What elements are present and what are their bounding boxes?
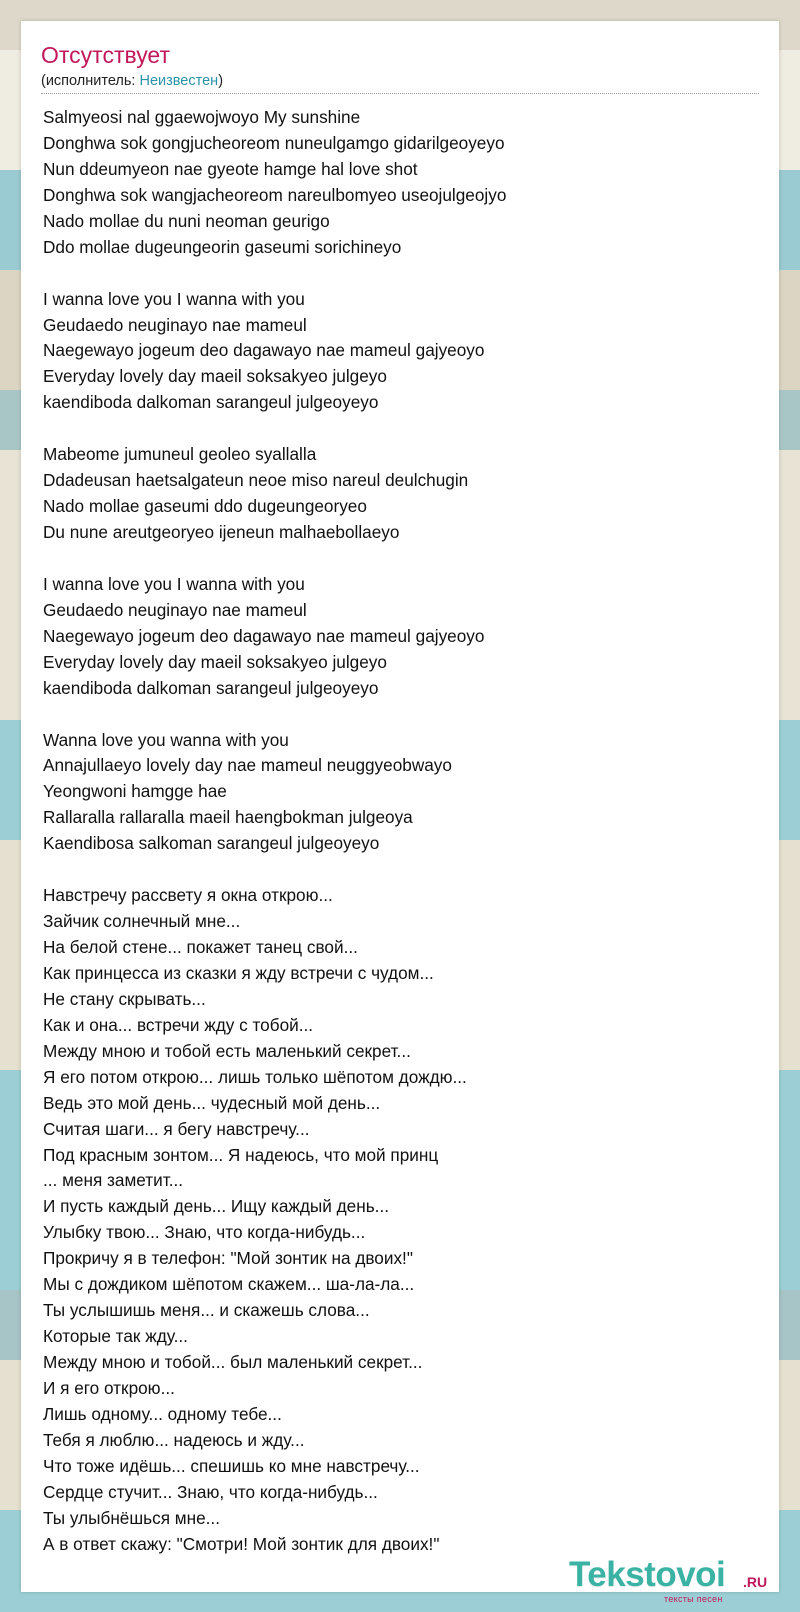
lyric-line: Как принцесса из сказки я жду встречи с чудом...: [43, 962, 434, 983]
artist-line: [41, 73, 223, 89]
lyric-line: Geudaedo neuginayo nae mameul: [43, 599, 307, 620]
lyrics-card: [21, 21, 779, 1604]
lyric-line: И пусть каждый день... Ищу каждый день...: [43, 1196, 390, 1217]
lyric-line: Kaendibosa salkoman sarangeul julgeoyeyo: [43, 833, 380, 854]
lyric-line: Geudaedo neuginayo nae mameul: [43, 314, 307, 335]
lyric-line: Naegewayo jogeum deo dagawayo nae mameul gajyeoyo: [43, 625, 485, 646]
lyric-line: Ты улыбнёшься мне...: [43, 1507, 220, 1528]
lyric-line: Под красным зонтом... Я надеюсь, что мой принц: [43, 1144, 439, 1165]
lyric-line: Прокричу я в телефон: "Мой зонтик на двоих!": [43, 1248, 413, 1269]
lyric-line: [43, 546, 743, 572]
lyrics-text: [43, 105, 743, 1558]
lyric-line: Навстречу рассвету я окна открою...: [43, 885, 333, 906]
lyric-line: Лишь одному... одному тебе...: [43, 1403, 282, 1424]
lyric-line: Улыбку твою... Знаю, что когда-нибудь...: [43, 1222, 366, 1243]
lyric-line: Как и она... встречи жду с тобой...: [43, 1014, 314, 1035]
lyric-line: Мы с дождиком шёпотом скажем... ша-ла-ла...: [43, 1274, 415, 1295]
lyric-line: [43, 857, 743, 883]
lyric-line: Salmyeosi nal ggaewojwoyo My sunshine: [43, 107, 361, 127]
artist-suffix: ): [218, 73, 224, 89]
title-divider: [41, 93, 759, 94]
lyric-line: Donghwa sok wangjacheoreom nareulbomyeo useojulgeojyo: [43, 184, 507, 205]
lyric-line: Ты услышишь меня... и скажешь слова...: [43, 1300, 370, 1321]
lyric-line: Не стану скрывать...: [43, 988, 206, 1009]
lyric-line: Nado mollae du nuni neoman geurigo: [43, 210, 330, 231]
lyric-line: Зайчик солнечный мне...: [43, 911, 241, 932]
logo-tagline: тексты песен: [664, 1594, 723, 1604]
lyric-line: Wanna love you wanna with you: [43, 729, 289, 750]
lyric-line: Между мною и тобой есть маленький секрет...: [43, 1040, 411, 1061]
lyric-line: kaendiboda dalkoman sarangeul julgeoyeyo: [43, 677, 379, 698]
lyric-line: ... меня заметит...: [43, 1170, 184, 1191]
lyric-line: [43, 416, 743, 442]
lyric-line: I wanna love you I wanna with you: [43, 573, 305, 594]
lyric-line: А в ответ скажу: "Смотри! Мой зонтик для двоих!": [43, 1533, 440, 1554]
lyric-line: Ddo mollae dugeungeorin gaseumi sorichineyo: [43, 236, 402, 257]
lyric-line: И я его открою...: [43, 1377, 175, 1398]
lyric-line: Я его потом открою... лишь только шёпотом дождю...: [43, 1066, 467, 1087]
lyric-line: [43, 261, 743, 287]
artist-link[interactable]: Неизвестен: [139, 73, 219, 89]
lyric-line: I wanna love you I wanna with you: [43, 288, 305, 309]
song-title: Отсутствует: [41, 42, 170, 68]
site-logo[interactable]: [569, 1555, 779, 1603]
logo-name: Tekstovoi: [569, 1555, 726, 1594]
lyric-line: Nun ddeumyeon nae gyeote hamge hal love shot: [43, 158, 418, 179]
lyric-line: Rallaralla rallaralla maeil haengbokman julgeoya: [43, 807, 413, 828]
lyric-line: Mabeome jumuneul geoleo syallalla: [43, 444, 317, 465]
logo-tld: .RU: [743, 1574, 768, 1590]
lyric-line: Nado mollae gaseumi ddo dugeungeoryeo: [43, 496, 367, 517]
lyric-line: Everyday lovely day maeil soksakyeo julgeyo: [43, 366, 387, 387]
lyric-line: На белой стене... покажет танец свой...: [43, 937, 358, 957]
lyric-line: Du nune areutgeoryeo ijeneun malhaebollaeyo: [43, 522, 400, 542]
lyric-line: Сердце стучит... Знаю, что когда-нибудь...: [43, 1481, 378, 1502]
lyric-line: Что тоже идёшь... спешишь ко мне навстречу...: [43, 1455, 420, 1476]
lyric-line: Donghwa sok gongjucheoreom nuneulgamgo gidarilgeoyeyo: [43, 132, 505, 153]
lyric-line: Между мною и тобой... был маленький секрет...: [43, 1352, 423, 1372]
lyric-line: Ddadeusan haetsalgateun neoe miso nareul deulchugin: [43, 470, 469, 491]
lyric-line: kaendiboda dalkoman sarangeul julgeoyeyo: [43, 392, 379, 413]
lyric-line: Которые так жду...: [43, 1326, 188, 1347]
lyric-line: Annajullaeyo lovely day nae mameul neuggyeobwayo: [43, 755, 452, 776]
lyric-line: Everyday lovely day maeil soksakyeo julgeyo: [43, 651, 387, 672]
lyric-line: Ведь это мой день... чудесный мой день...: [43, 1092, 381, 1113]
lyric-line: Тебя я люблю... надеюсь и жду...: [43, 1429, 305, 1450]
lyric-line: [43, 702, 743, 728]
artist-prefix: (исполнитель:: [41, 73, 140, 89]
lyric-line: Считая шаги... я бегу навстречу...: [43, 1118, 310, 1139]
lyric-line: Naegewayo jogeum deo dagawayo nae mameul gajyeoyo: [43, 340, 485, 361]
lyric-line: Yeongwoni hamgge hae: [43, 781, 227, 802]
